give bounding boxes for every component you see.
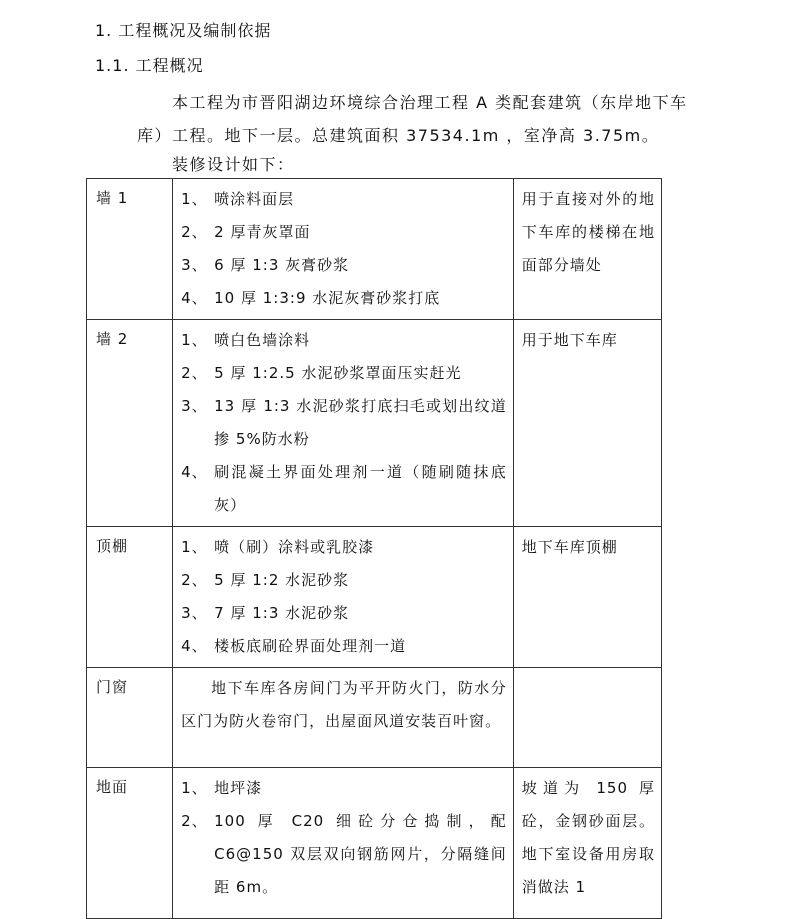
table-row (87, 179, 662, 320)
item-number: 1、 (181, 538, 208, 556)
table-row (87, 527, 662, 668)
note-cell (513, 527, 661, 668)
items-cell (173, 320, 514, 527)
item-number: 3、 (181, 256, 208, 274)
item-text: 喷涂料面层 (214, 190, 295, 208)
row-note: 用于直接对外的地下车库的楼梯在地面部分墙处 (521, 190, 655, 274)
item-text: 喷（刷）涂料或乳胶漆 (214, 538, 375, 556)
note-cell (513, 320, 661, 527)
list-item (181, 531, 507, 564)
note-cell (513, 179, 661, 320)
list-item (181, 564, 507, 597)
item-text: 5 厚 1:2 水泥砂浆 (214, 571, 350, 589)
table-row (87, 320, 662, 527)
list-item (181, 357, 507, 390)
item-number: 1、 (181, 190, 208, 208)
list-item (181, 597, 507, 630)
item-text: 13 厚 1:3 水泥砂浆打底扫毛或划出纹道掺 5%防水粉 (214, 397, 507, 448)
note-cell (513, 768, 661, 919)
row-label: 门窗 (96, 678, 129, 696)
item-number: 4、 (181, 463, 208, 481)
item-text: 地坪漆 (214, 779, 263, 797)
row-label: 顶棚 (96, 537, 129, 555)
item-number: 3、 (181, 397, 208, 415)
intro-line-2: 库）工程。地下一层。总建筑面积 37534.1m ，室净高 3.75m。 (137, 126, 660, 145)
row-note: 坡道为 150 厚砼，金钢砂面层。地下室设备用房取消做法 1 (521, 779, 655, 896)
item-text: 5 厚 1:2.5 水泥砂浆罩面压实赶光 (214, 364, 462, 382)
item-text: 10 厚 1:3:9 水泥灰膏砂浆打底 (214, 289, 441, 307)
item-text: 100 厚 C20 细砼分仓捣制，配 C6@150 双层双向钢筋网片，分隔缝间距 6m。 (214, 812, 507, 896)
row-label: 地面 (96, 778, 129, 796)
list-item (181, 324, 507, 357)
row-label-cell (87, 179, 173, 320)
row-label-cell (87, 768, 173, 919)
row-label-cell (87, 320, 173, 527)
list-item (181, 282, 507, 315)
item-text: 2 厚青灰罩面 (214, 223, 311, 241)
item-number: 2、 (181, 364, 208, 382)
item-number: 1、 (181, 331, 208, 349)
list-item (181, 216, 507, 249)
items-cell (173, 527, 514, 668)
items-cell (173, 179, 514, 320)
item-text: 喷白色墙涂料 (214, 331, 311, 349)
item-number: 4、 (181, 637, 208, 655)
list-item (181, 183, 507, 216)
row-label-cell (87, 527, 173, 668)
section-heading-1-1: 1.1. 工程概况 (95, 56, 204, 75)
item-number: 2、 (181, 223, 208, 241)
item-number: 3、 (181, 604, 208, 622)
row-prose: 地下车库各房间门为平开防火门，防水分区门为防火卷帘门，出屋面风道安装百叶窗。 (181, 679, 507, 730)
item-text: 7 厚 1:3 水泥砂浆 (214, 604, 350, 622)
note-cell (513, 668, 661, 768)
list-item (181, 630, 507, 663)
list-item (181, 390, 507, 456)
table-row (87, 668, 662, 768)
intro-line-1: 本工程为市晋阳湖边环境综合治理工程 A 类配套建筑（东岸地下车 (172, 93, 688, 112)
item-text: 刷混凝土界面处理剂一道（随刷随抹底灰） (214, 463, 507, 514)
item-number: 2、 (181, 571, 208, 589)
item-text: 楼板底刷砼界面处理剂一道 (214, 637, 407, 655)
row-note (514, 668, 661, 676)
intro-line-3: 装修设计如下： (172, 155, 295, 174)
list-item (181, 805, 507, 904)
item-text: 6 厚 1:3 灰膏砂浆 (214, 256, 350, 274)
items-cell (173, 768, 514, 919)
item-number: 1、 (181, 779, 208, 797)
list-item (181, 249, 507, 282)
section-heading-1: 1. 工程概况及编制依据 (95, 21, 272, 40)
decoration-table (86, 178, 662, 919)
row-label: 墙 1 (96, 189, 129, 207)
item-number: 4、 (181, 289, 208, 307)
prose-cell (173, 668, 514, 768)
list-item (181, 456, 507, 522)
item-number: 2、 (181, 812, 208, 830)
list-item (181, 772, 507, 805)
row-label-cell (87, 668, 173, 768)
row-label: 墙 2 (96, 330, 129, 348)
row-note: 用于地下车库 (521, 331, 618, 349)
row-note: 地下车库顶棚 (521, 538, 618, 556)
table-row (87, 768, 662, 919)
